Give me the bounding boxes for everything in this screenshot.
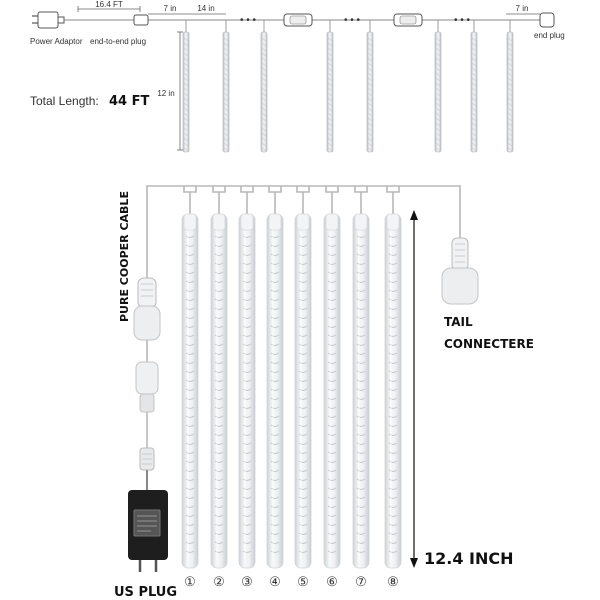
left-connector [134, 278, 160, 490]
tube-height-label: 12.4 INCH [424, 549, 514, 568]
tube-number: ② [213, 574, 225, 589]
total-length-value: 44 FT [109, 94, 150, 109]
pure-cable-label: PURE COOPER CABLE [118, 191, 131, 322]
us-plug-label: US PLUG [114, 585, 178, 600]
tail-label-line2: CONNECTERE [444, 337, 534, 351]
cable-length-label: 16.4 FT [95, 0, 123, 9]
power-adaptor-label: Power Adaptor [30, 37, 83, 46]
small-tube [367, 20, 373, 152]
tube-number: ⑦ [355, 574, 367, 589]
tube-2 [211, 214, 227, 568]
svg-text:• • •: • • • [343, 15, 361, 26]
svg-text:• • •: • • • [453, 15, 471, 26]
tube-7 [353, 214, 369, 568]
small-tube [471, 20, 477, 152]
spacing-tube-label: 14 in [197, 4, 215, 13]
tube-8 [385, 214, 401, 568]
tube-4 [267, 214, 283, 568]
tube-5 [295, 214, 311, 568]
end-to-end-plug-label: end-to-end plug [90, 37, 147, 46]
tube-number: ⑥ [326, 574, 338, 589]
tube-number: ⑧ [387, 574, 399, 589]
tube-number: ③ [241, 574, 253, 589]
tube-number: ④ [269, 574, 281, 589]
bottom-product [114, 186, 534, 600]
tube-number: ① [184, 574, 196, 589]
power-adaptor-icon [32, 12, 64, 28]
end-plug-label: end plug [534, 31, 565, 40]
small-tube [507, 20, 513, 152]
spacing-first-label: 7 in [163, 4, 177, 13]
tube-3 [239, 214, 255, 568]
small-tube [261, 20, 267, 152]
total-length-label: Total Length: [30, 94, 99, 108]
small-tube [183, 20, 189, 152]
tube-6 [324, 214, 340, 568]
tube-length-label: 12 in [157, 89, 175, 98]
small-tube [327, 20, 333, 152]
svg-text:• • •: • • • [239, 15, 257, 26]
small-tube [435, 20, 441, 152]
us-plug-adaptor-icon [128, 490, 168, 572]
spacing-last-label: 7 in [515, 4, 529, 13]
tail-connector [442, 238, 478, 304]
tail-label-line1: TAIL [444, 315, 473, 329]
small-tube [223, 20, 229, 152]
top-schematic [30, 0, 565, 152]
tube-1 [182, 214, 198, 568]
tube-number: ⑤ [297, 574, 309, 589]
